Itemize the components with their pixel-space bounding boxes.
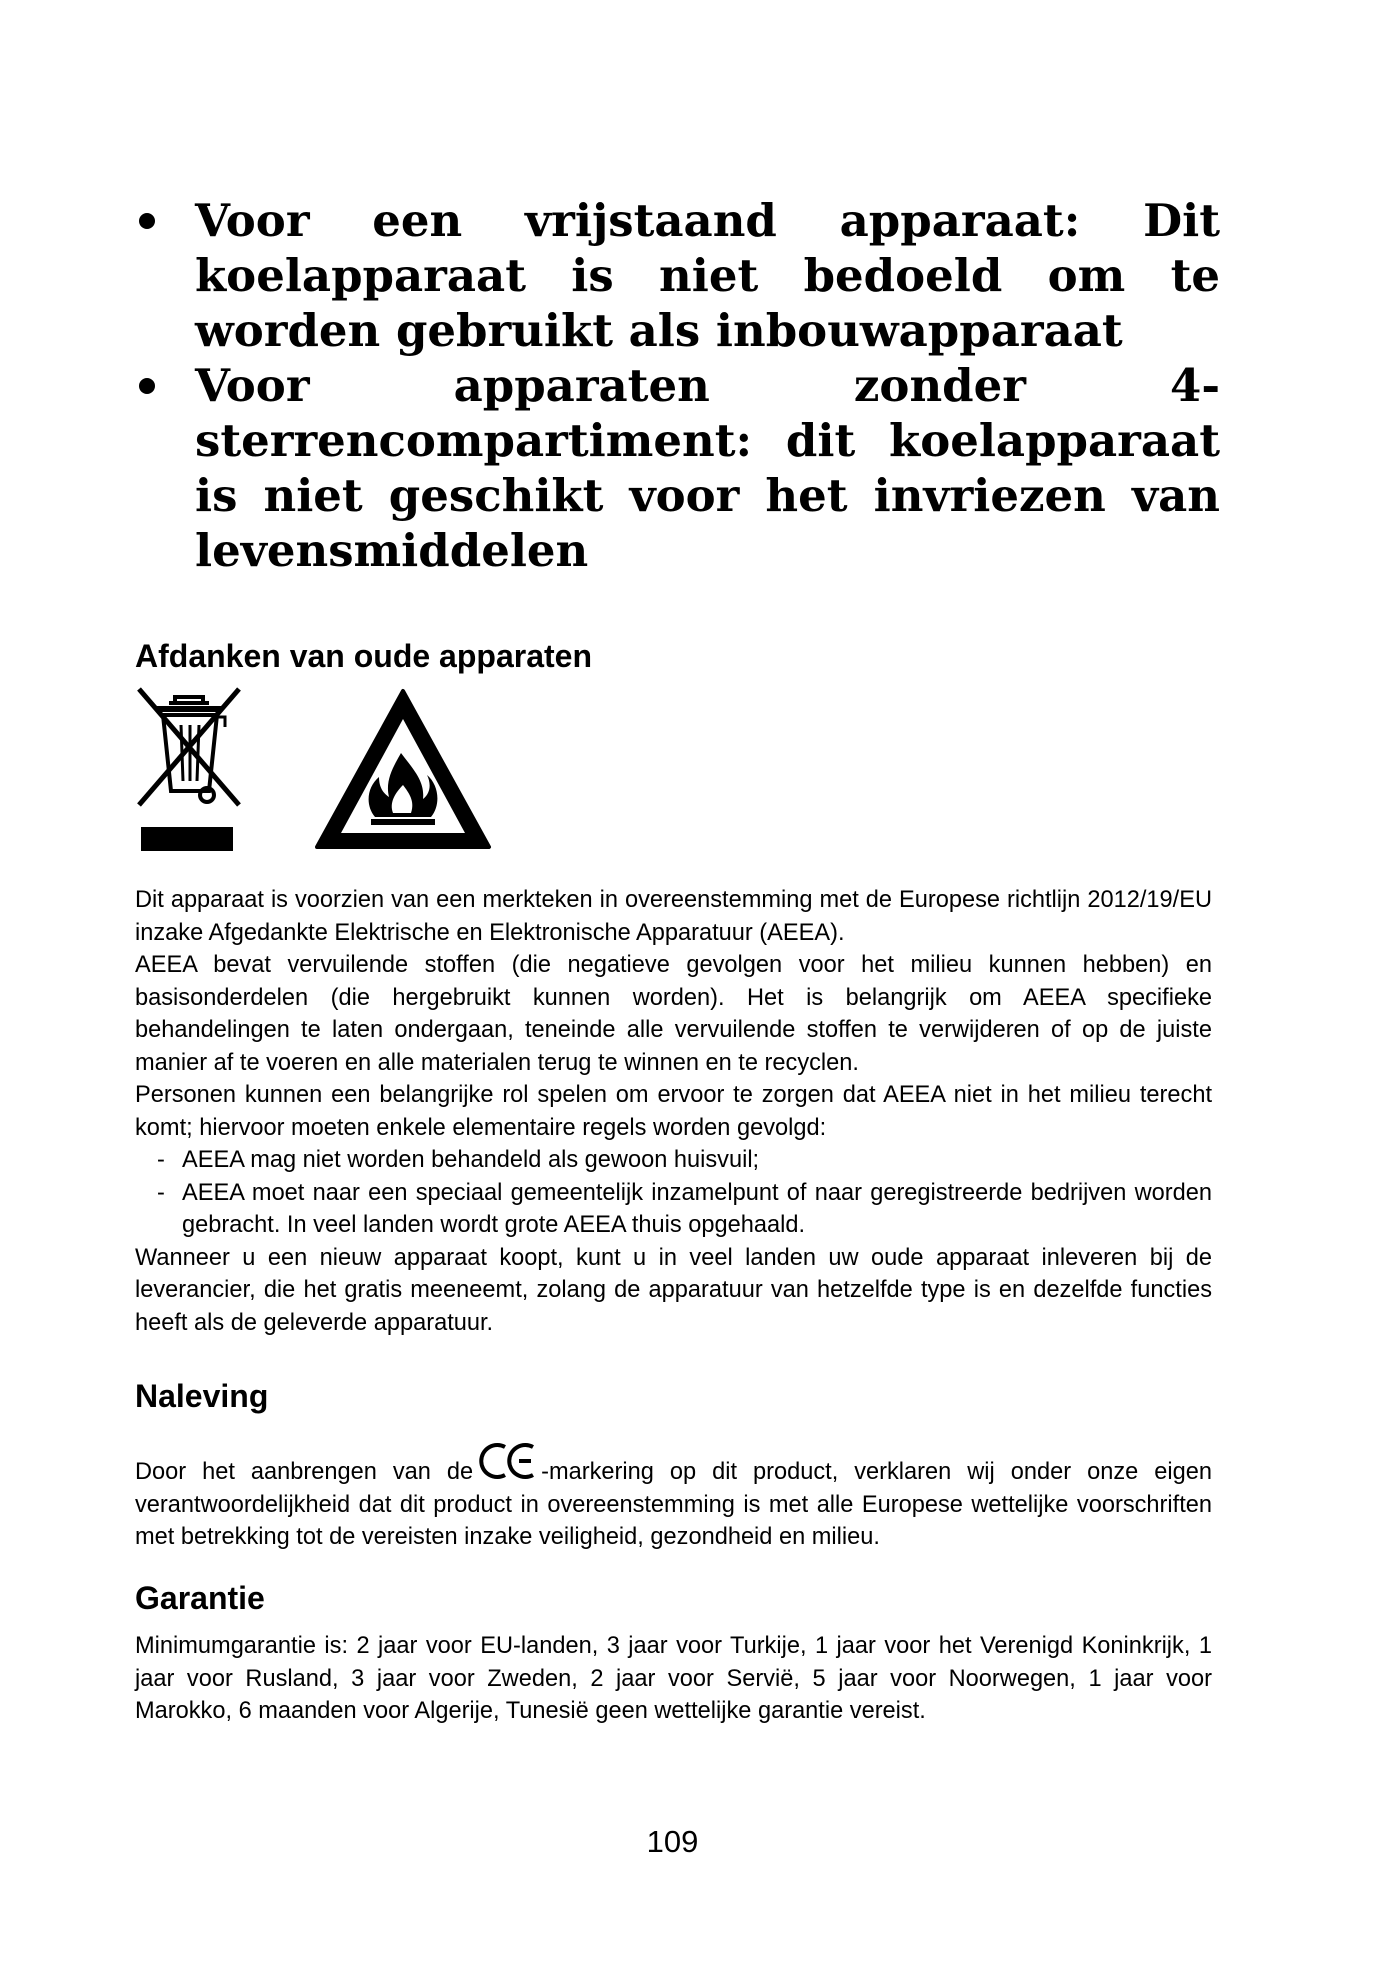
page-number: 109 bbox=[646, 1824, 699, 1859]
disposal-rules-list bbox=[135, 1144, 1212, 1242]
paragraph: Minimumgarantie is: 2 jaar voor EU-landen, 3 jaar voor Turkije, 1 jaar voor het Verenigd Koninkrijk, 1 jaar voor Rusland, 3 jaar voor Zweden, 2 jaar voor Servië, 5 jaar voor Noorwegen, 1 jaar voor Marokko, 6 maanden voor Algerije, Tunesië geen wettelijke garantie vereist. bbox=[135, 1633, 1212, 1724]
section-title-warranty: Garantie bbox=[135, 1580, 265, 1616]
paragraph: Dit apparaat is voorzien van een merkteken in overeenstemming met de Europese richtlijn 2012/19/EU inzake Afgedankte Elektrische en Elektronische Apparatuur (AEEA). bbox=[135, 887, 1212, 946]
ce-mark-icon bbox=[479, 1441, 539, 1481]
paragraph: Wanneer u een nieuw apparaat koopt, kunt u in veel landen uw oude apparaat inleveren bij de leverancier, die het gratis meeneemt, zolang de apparatuur van hetzelfde type is en dezelfde functies heeft als de geleverde apparatuur. bbox=[135, 1244, 1212, 1336]
crossed-out-wheelie-bin-icon bbox=[135, 685, 243, 853]
compliance-text-start: Door het aanbrengen van de bbox=[135, 1459, 474, 1485]
section-title-compliance: Naleving bbox=[135, 1378, 269, 1414]
list-item bbox=[135, 1177, 1212, 1242]
list-item-text: AEEA mag niet worden behandeld als gewoon huisvuil; bbox=[182, 1147, 760, 1173]
bullet-item-four-star bbox=[135, 358, 1220, 578]
list-dash: - bbox=[157, 1147, 165, 1173]
paragraph bbox=[135, 1441, 1212, 1554]
compliance-text-end: -markering op dit product, verklaren wij onder onze eigen verantwoordelijkheid dat dit product in overeenstemming is met alle Europese wettelijke voorschriften met betrekking tot de vereisten inzake veiligheid, gezondheid en milieu. bbox=[135, 1459, 1212, 1550]
bullet-dot-icon bbox=[139, 213, 155, 229]
list-item-text: AEEA moet naar een speciaal gemeentelijk inzamelpunt of naar geregistreerde bedrijven worden gebracht. In veel landen wordt grote AEEA thuis opgehaald. bbox=[182, 1179, 1212, 1238]
section-title-disposal: Afdanken van oude apparaten bbox=[135, 638, 592, 674]
list-dash: - bbox=[157, 1179, 165, 1206]
bullet-dot-icon bbox=[139, 378, 155, 394]
paragraph: AEEA bevat vervuilende stoffen (die negatieve gevolgen voor het milieu kunnen hebben) en basisonderdelen (die hergebruikt kunnen worden). Het is belangrijk om AEEA specifieke behandelingen te laten ondergaan, teneinde alle vervuilende stoffen te verwijderen of op de juiste manier af te voeren en alle materialen terug te winnen en te recyclen. bbox=[135, 952, 1212, 1076]
disposal-text-block bbox=[135, 884, 1212, 1339]
list-item bbox=[135, 1144, 1212, 1177]
bullet-item-freestanding bbox=[135, 193, 1220, 358]
warning-bullet-list bbox=[135, 193, 1220, 578]
warranty-text-block bbox=[135, 1630, 1212, 1728]
compliance-text-block bbox=[135, 1441, 1212, 1554]
paragraph: Personen kunnen een belangrijke rol spelen om ervoor te zorgen dat AEEA niet in het milieu terecht komt; hiervoor moeten enkele elementaire regels worden gevolgd: bbox=[135, 1082, 1212, 1141]
flammable-warning-icon bbox=[313, 685, 493, 853]
bullet-text: Voor een vrijstaand apparaat: Dit koelapparaat is niet bedoeld om te worden gebruikt als inbouwapparaat bbox=[195, 194, 1220, 357]
bullet-text: Voor apparaten zonder 4-sterrencompartiment: dit koelapparaat is niet geschikt voor het invriezen van levensmiddelen bbox=[195, 359, 1220, 577]
